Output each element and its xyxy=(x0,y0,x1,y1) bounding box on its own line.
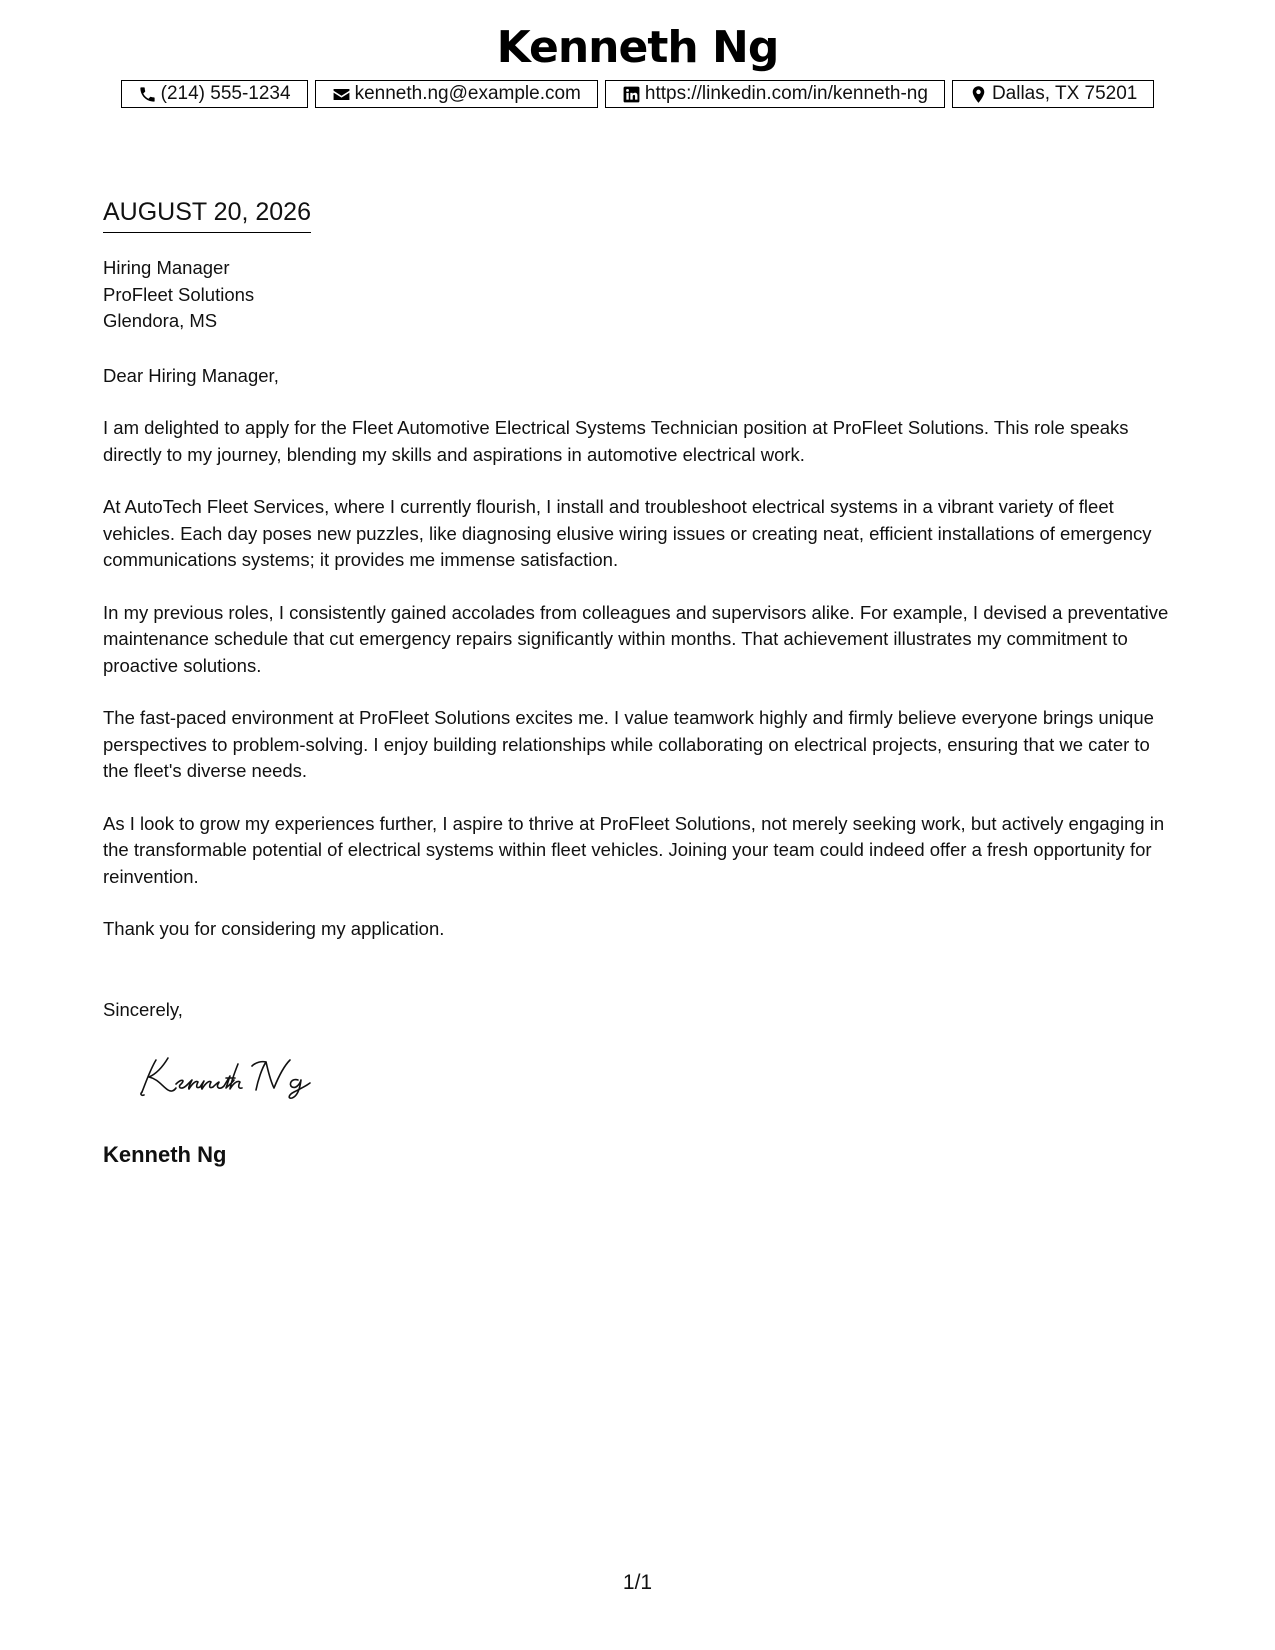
contact-location-text: Dallas, TX 75201 xyxy=(991,83,1138,104)
contact-linkedin[interactable] xyxy=(605,80,945,108)
recipient-block xyxy=(103,255,1173,335)
greeting: Dear Hiring Manager, xyxy=(103,365,279,386)
contact-bar xyxy=(0,80,1275,108)
closing: Sincerely, xyxy=(103,999,183,1020)
signature-image xyxy=(138,1050,328,1100)
recipient-location: Glendora, MS xyxy=(103,310,218,331)
map-marker-icon xyxy=(969,85,988,104)
body-paragraph: At AutoTech Fleet Services, where I currently flourish, I install and troubleshoot electrical systems in a vibrant variety of fleet vehicles. Each day poses new puzzles, like diagnosing elusive wiring issues or creating neat, efficient installations of emergency communications systems; it provides me immense satisfaction. xyxy=(103,496,1152,570)
phone-icon xyxy=(138,85,157,104)
applicant-name: Kenneth Ng xyxy=(496,22,779,73)
linkedin-icon xyxy=(622,85,641,104)
contact-location xyxy=(952,80,1154,108)
body-paragraph: The fast-paced environment at ProFleet Solutions excites me. I value teamwork highly and firmly believe everyone brings unique perspectives to problem-solving. I enjoy building relationships while collaborating on electrical projects, ensuring that we cater to the fleet's diverse needs. xyxy=(103,707,1154,781)
recipient-title: Hiring Manager xyxy=(103,257,230,278)
body-paragraph: Thank you for considering my application. xyxy=(103,918,445,939)
recipient-company: ProFleet Solutions xyxy=(103,283,255,305)
body-paragraph: As I look to grow my experiences further, I aspire to thrive at ProFleet Solutions, not merely seeking work, but actively engaging in the transformable potential of electrical systems within fleet vehicles. Joining your team could indeed offer a fresh opportunity for reinvention. xyxy=(103,812,1165,887)
envelope-icon xyxy=(332,85,351,104)
signer-name: Kenneth Ng xyxy=(103,1142,227,1167)
letter-body xyxy=(103,415,1173,969)
contact-email[interactable] xyxy=(315,80,598,108)
contact-linkedin-text: https://linkedin.com/in/kenneth-ng xyxy=(644,83,928,104)
contact-phone-text: (214) 555-1234 xyxy=(160,83,291,104)
letter-date: AUGUST 20, 2026 xyxy=(103,196,311,233)
body-paragraph: In my previous roles, I consistently gained accolades from colleagues and supervisors alike. For example, I devised a preventative maintenance schedule that cut emergency repairs significantly within months. That achievement illustrates my commitment to proactive solutions. xyxy=(103,601,1169,676)
body-paragraph: I am delighted to apply for the Fleet Automotive Electrical Systems Technician position at ProFleet Solutions. This role speaks directly to my journey, blending my skills and aspirations in automotive electrical work. xyxy=(103,417,1129,465)
contact-email-text: kenneth.ng@example.com xyxy=(354,83,581,104)
contact-phone[interactable] xyxy=(121,80,308,108)
page-number: 1/1 xyxy=(622,1571,653,1594)
